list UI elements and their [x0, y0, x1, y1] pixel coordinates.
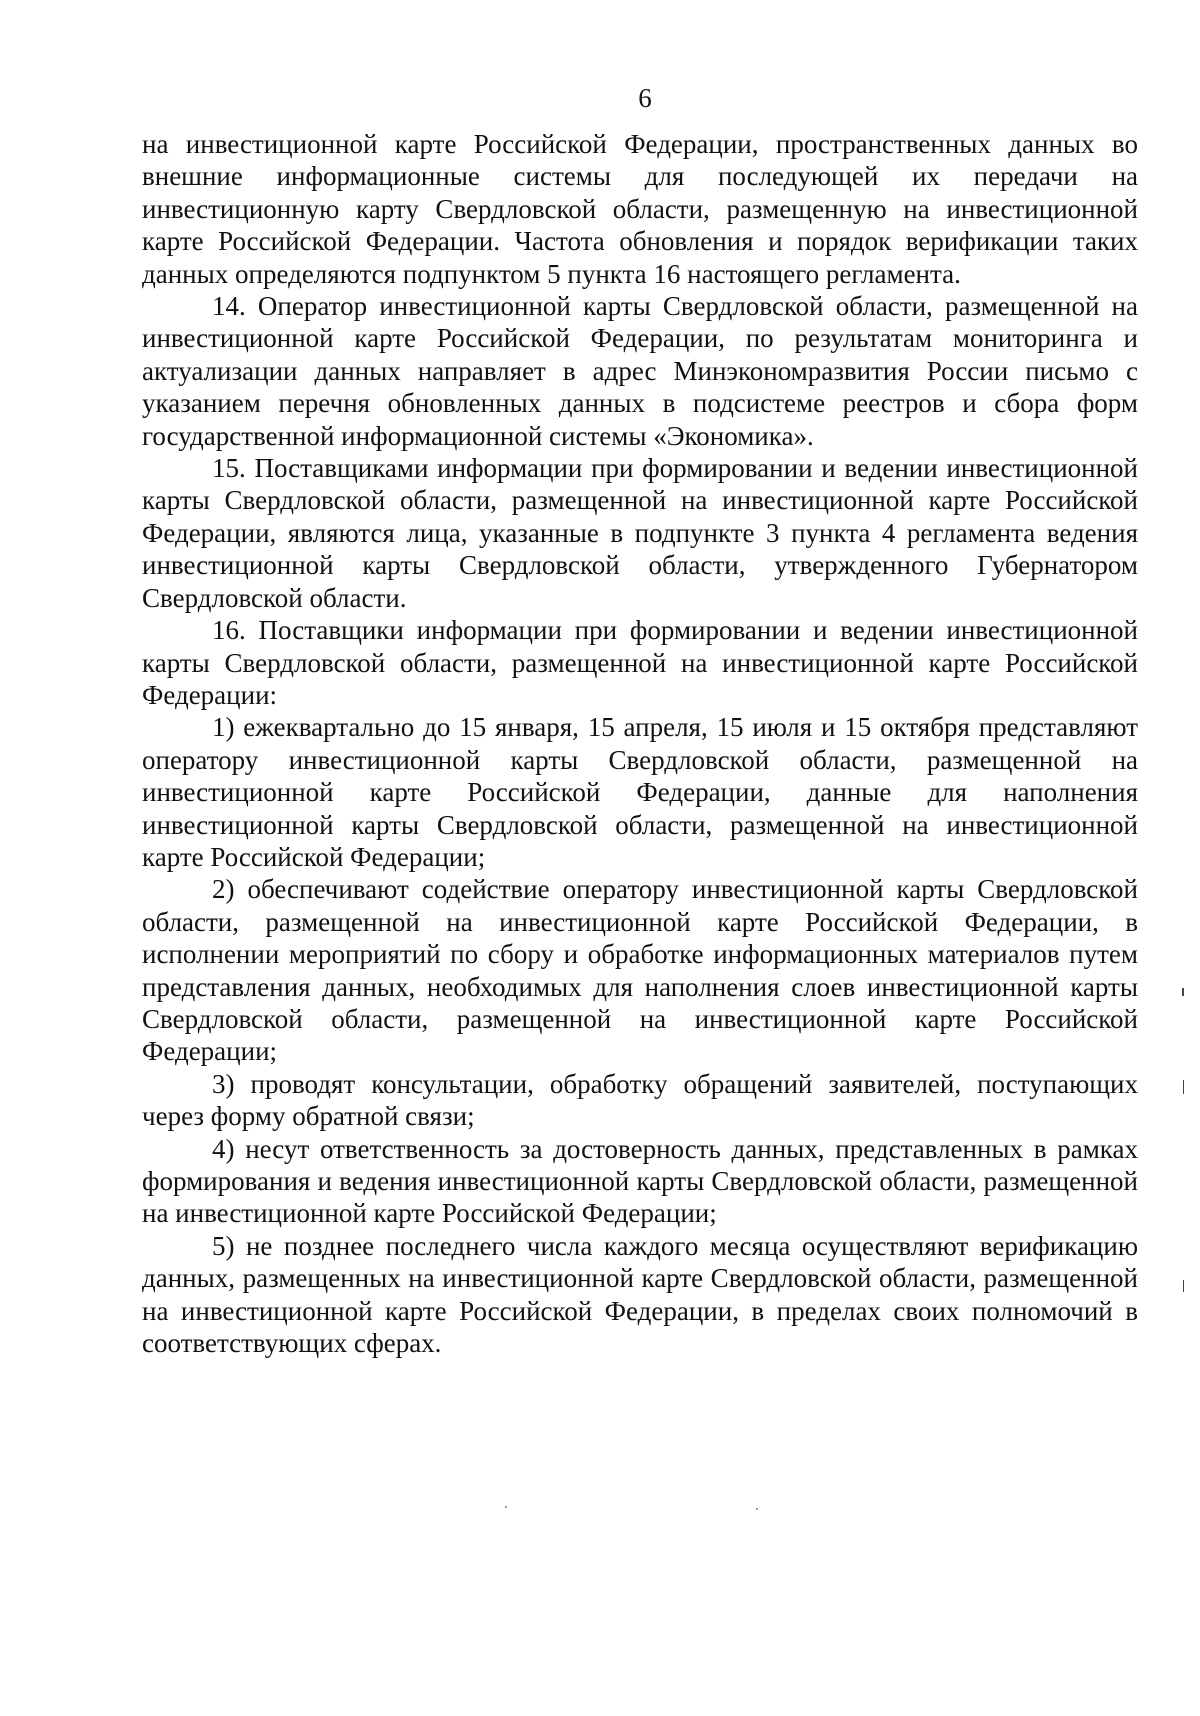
list-item-1: 1) ежеквартально до 15 января, 15 апреля, 15 июля и 15 октября представляют оператору инвестиционной карты Свердловской области, размещенной на инвестиционной карте Российской Федерации, данные для наполнения инвестиционной карты Свердловской области, размещенной на инвестиционной карте Российской Федерации; — [142, 712, 1138, 872]
list-item-2: 2) обеспечивают содействие оператору инвестиционной карты Свердловской области, размещенной на инвестиционной карте Российской Федерации, в исполнении мероприятий по сбору и обработке информационных материалов путем представления данных, необходимых для наполнения слоев инвестиционной карты Свердловской области, размещенной на инвестиционной карте Российской Федерации; — [142, 874, 1138, 1067]
paragraph-15: 15. Поставщиками информации при формировании и ведении инвестиционной карты Свердловской области, размещенной на инвестиционной карте Российской Федерации, являются лица, указанные в подпункте 3 пункта 4 регламента ведения инвестиционной карты Свердловской области, утвержденного Губернатором Свердловской области. — [142, 453, 1138, 613]
list-item-3: 3) проводят консультации, обработку обращений заявителей, поступающих через форму обратной связи; — [142, 1068, 1138, 1132]
scan-artifact — [505, 1506, 507, 1508]
list-item-5: 5) не позднее последнего числа каждого месяца осуществляют верификацию данных, размещенных на инвестиционной карте Свердловской области, размещенной на инвестиционной карте Российской Федерации, в пределах своих полномочий в соответствующих сферах. — [142, 1230, 1138, 1359]
document-body — [142, 128, 1138, 1359]
scan-artifact — [1182, 988, 1184, 996]
scan-artifact — [756, 1508, 758, 1510]
paragraph-continuation: на инвестиционной карте Российской Федерации, пространственных данных во внешние информационные системы для последующей их передачи на инвестиционную карту Свердловской области, размещенную на инвестиционной карте Российской Федерации. Частота обновления и порядок верификации таких данных определяются подпунктом 5 пункта 16 настоящего регламента. — [142, 129, 1138, 289]
scan-artifact — [1183, 1080, 1184, 1094]
paragraph-16: 16. Поставщики информации при формировании и ведении инвестиционной карты Свердловской области, размещенной на инвестиционной карте Российской Федерации: — [142, 615, 1138, 710]
scan-artifact — [1183, 1280, 1184, 1292]
paragraph-14: 14. Оператор инвестиционной карты Свердловской области, размещенной на инвестиционной карте Российской Федерации, по результатам мониторинга и актуализации данных направляет в адрес Минэкономразвития России письмо с указанием перечня обновленных данных в подсистеме реестров и сбора форм государственной информационной системы «Экономика». — [142, 291, 1138, 451]
page-number: 6 — [638, 83, 652, 113]
list-item-4: 4) несут ответственность за достоверность данных, представленных в рамках формирования и ведения инвестиционной карты Свердловской области, размещенной на инвестиционной карте Российской Федерации; — [142, 1133, 1138, 1229]
